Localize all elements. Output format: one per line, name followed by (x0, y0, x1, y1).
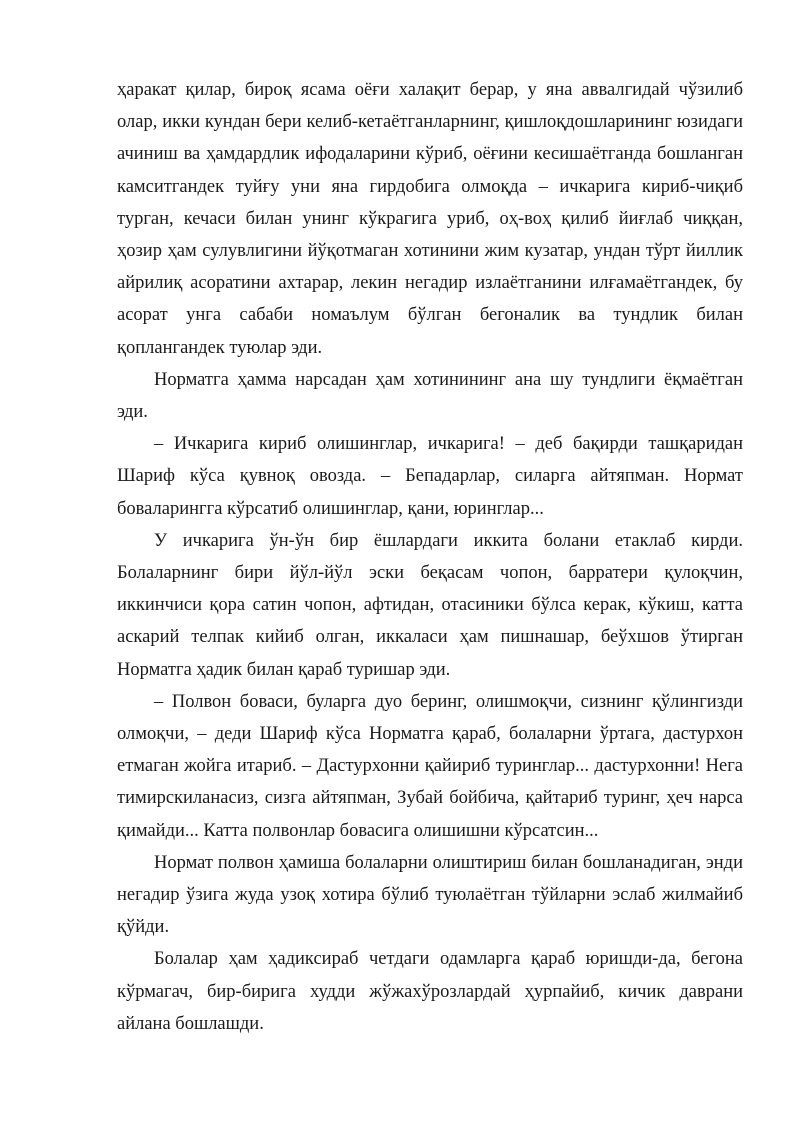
body-text (117, 74, 743, 1040)
paragraph-3: – Ичкарига кириб олишинглар, ичкарига! – деб бақирди ташқаридан Шариф кўса қувноқ овозда. – Бепадарлар, силарга айтяпман. Нормат боваларингга кўрсатиб олишинглар, қани, юринглар... (117, 434, 743, 519)
paragraph-6: Нормат полвон ҳамиша болаларни олиштириш билан бошланадиган, энди негадир ўзига жуда узоқ хотира бўлиб туюлаётган тўйларни эслаб жилмайиб қўйди. (117, 852, 743, 938)
paragraph-1: ҳаракат қилар, бироқ ясама оёғи халақит берар, у яна аввалгидай чўзилиб олар, икки кундан бери келиб-кетаётганларнинг, қишлоқдошларининг юзидаги ачиниш ва ҳамдардлик ифодаларини кўриб, оёғини кесишаётганда бошланган камситгандек туйғу уни яна гирдобига олмоқда – ичкарига кириб-чиқиб турган, кечаси билан унинг кўкрагига уриб, оҳ-воҳ қилиб йиғлаб чиққан, ҳозир ҳам сулувлигини йўқотмаган хотинини жим кузатар, ундан тўрт йиллик айрилиқ асоратини ахтарар, лекин негадир излаётганини илғамаётгандек, бу асорат унга сабаби номаълум бўлган бегоналик ва тундлик билан қоплангандек туюлар эди. (117, 80, 743, 358)
paragraph-5: – Полвон боваси, буларга дуо беринг, олишмоқчи, сизнинг қўлингизди олмоқчи, – деди Шариф кўса Норматга қараб, болаларни ўртага, дастурхон етмаган жойга итариб. – Дастурхонни қайириб туринглар... дастурхонни! Нега тимирскиланасиз, сизга айтяпман, Зубай бойбича, қайтариб туринг, ҳеч нарса қимайди... Катта полвонлар бовасига олишишни кўрсатсин... (117, 691, 743, 841)
paragraph-2: Норматга ҳамма нарсадан ҳам хотинининг ана шу тундлиги ёқмаётган эди. (117, 369, 743, 423)
paragraph-4: У ичкарига ўн-ўн бир ёшлардаги иккита болани етаклаб кирди. Болаларнинг бири йўл-йўл эски беқасам чопон, барратери қулоқчин, иккинчиси қора сатин чопон, афтидан, отасиники бўлса керак, кўкиш, катта аскарий телпак кийиб олган, иккаласи ҳам пишнашар, беўхшов ўтирган Норматга ҳадик билан қараб туришар эди. (117, 530, 743, 680)
paragraph-7: Болалар ҳам ҳадиксираб четдаги одамларга қараб юришди-да, бегона кўрмагач, бир-бирига худди жўжахўрозлардай ҳурпайиб, кичик даврани айлана бошлашди. (117, 949, 743, 1034)
